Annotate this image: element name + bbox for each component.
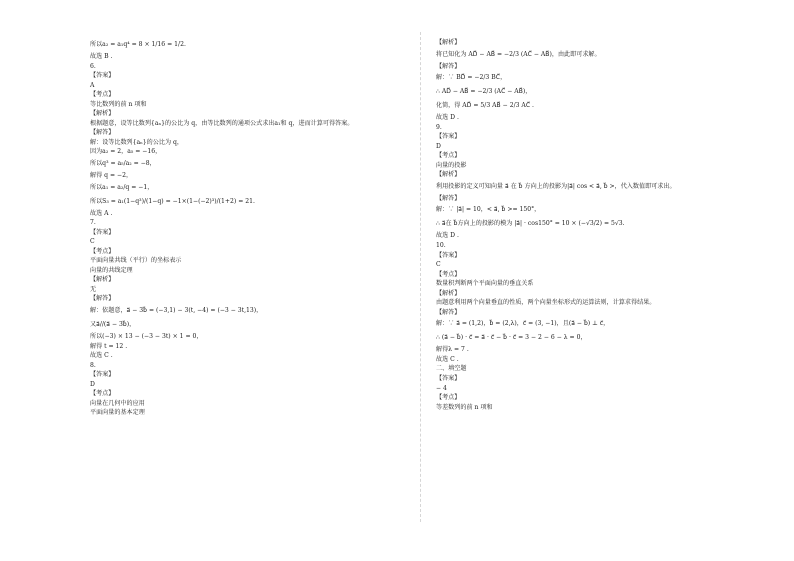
- right-column-line: 【解答】: [436, 194, 461, 202]
- right-column-line: 解得λ = 7 .: [436, 346, 469, 354]
- left-column-line: 因为a₂ = 2，a₅ = −16，: [90, 148, 162, 156]
- left-column-line: 故选 B .: [90, 53, 113, 60]
- right-column-line: 【解答】: [436, 62, 461, 70]
- right-column-line: 故选 D .: [436, 232, 459, 240]
- left-column-line: 所以S₃ = a₁(1−q³)/(1−q) = −1×(1−(−2)³)/(1+2) = 21.: [90, 197, 255, 205]
- right-column-line: D: [436, 142, 441, 150]
- left-column-line: D: [90, 380, 95, 388]
- left-column-line: 故选 A .: [90, 209, 113, 217]
- column-divider: [420, 32, 421, 522]
- right-column-line: 【考点】: [436, 394, 461, 402]
- right-column-line: 【考点】: [436, 152, 461, 160]
- right-column-line: 解：∵ BD⃗ = −2/3 BC⃗，: [436, 74, 507, 82]
- right-column-line: 【解析】: [436, 289, 461, 297]
- right-column-line: 化简，得 AD⃗ = 5/3 AB⃗ − 2/3 AC⃗ .: [436, 102, 534, 110]
- left-column-line: 【答案】: [90, 371, 115, 379]
- left-column-line: 【考点】: [90, 91, 115, 99]
- left-column-line: 根据题意，设等比数列{aₙ}的公比为 q，由等比数列的通项公式求出a₁和 q，进而计算可得答案。: [90, 119, 354, 127]
- right-column-line: ∴ a⃗在 b⃗方向上的投影的模为 |a⃗| · cos150° = 10 × (−√3/2) = 5√3.: [436, 220, 625, 228]
- left-column-line: 所以(−3) × 13 − (−3 − 3t) × 1 = 0，: [90, 333, 203, 341]
- left-column-line: 【解析】: [90, 276, 115, 284]
- right-column-line: C: [436, 261, 441, 269]
- right-column-line: 【解析】: [436, 171, 461, 179]
- right-column-line: 利用投影的定义可知向量 a⃗ 在 b⃗ 方向上的投影为|a⃗| cos < a⃗, b⃗ >，代入数值即可求出。: [436, 182, 676, 190]
- right-column-line: 【答案】: [436, 251, 461, 259]
- left-column-line: 向量的共线定理: [90, 266, 133, 274]
- left-column-line: 所以a₂ = a₁q⁴ = 8 × 1/16 = 1/2.: [90, 41, 186, 48]
- right-column-line: ∴ (a⃗ − b⃗) · c⃗ = a⃗ · c⃗ − b⃗ · c⃗ = 3 − 2 − 6 − λ = 0，: [436, 334, 587, 342]
- left-column-line: 【考点】: [90, 390, 115, 398]
- right-column-line: 【答案】: [436, 133, 461, 141]
- left-column-line: 所以a₁ = a₂/q = −1，: [90, 183, 154, 191]
- right-column-line: 故选 D .: [436, 114, 459, 122]
- right-column: [436, 38, 756, 412]
- right-column-line: 向量的投影: [436, 161, 467, 169]
- left-column-line: 8.: [90, 361, 96, 369]
- left-column-line: 【考点】: [90, 247, 115, 255]
- left-column: [90, 38, 410, 418]
- right-column-line: 【解答】: [436, 308, 461, 316]
- right-column-line: 解：∵ |a⃗| = 10，< a⃗, b⃗ >= 150°，: [436, 206, 541, 214]
- left-column-line: 解：依题意，a⃗ − 3b⃗ = (−3,1) − 3(t, −4) = (−3 − 3t,13)，: [90, 307, 263, 315]
- right-column-line: 9.: [436, 123, 442, 131]
- right-column-line: 由题意利用两个向量垂直的性质，两个向量坐标形式的运算法则，计算求得结果。: [436, 299, 656, 307]
- right-column-line: 二、填空题: [436, 365, 467, 373]
- left-column-line: 解得 q = −2，: [90, 172, 133, 180]
- left-column-line: 平面向量的基本定理: [90, 409, 145, 417]
- left-column-line: 【解析】: [90, 110, 115, 118]
- right-column-line: 故选 C .: [436, 355, 459, 363]
- left-column-line: 【解答】: [90, 295, 115, 303]
- left-column-line: 解：设等比数列{aₙ}的公比为 q，: [90, 138, 183, 146]
- right-column-line: 将已知化为 AD⃗ − AB⃗ = −2/3 (AC⃗ − AB⃗)，由此即可求解。: [436, 50, 601, 58]
- left-column-line: 向量在几何中的应用: [90, 399, 145, 407]
- left-column-line: 【答案】: [90, 228, 115, 236]
- left-column-line: 无: [90, 285, 97, 293]
- right-column-line: 【答案】: [436, 375, 461, 383]
- right-column-line: 数量积判断两个平面向量的垂直关系: [436, 280, 534, 288]
- right-column-line: 【解析】: [436, 39, 461, 46]
- left-column-line: 所以q³ = a₅/a₂ = −8，: [90, 160, 156, 168]
- left-column-line: 平面向量共线（平行）的坐标表示: [90, 257, 182, 265]
- right-column-line: ∴ AD⃗ − AB⃗ = −2/3 (AC⃗ − AB⃗)，: [436, 88, 532, 96]
- left-column-line: 故选 C .: [90, 352, 113, 360]
- left-column-line: 等比数列的前 n 项和: [90, 100, 147, 108]
- left-column-line: 【解答】: [90, 129, 115, 137]
- right-column-line: 【考点】: [436, 270, 461, 278]
- left-column-line: C: [90, 238, 95, 246]
- right-column-line: 等差数列的前 n 项和: [436, 403, 493, 411]
- left-column-line: 解得 t = 12 .: [90, 342, 128, 350]
- left-column-line: A: [90, 81, 95, 89]
- left-column-line: 又a⃗//(a⃗ − 3b⃗)，: [90, 321, 136, 329]
- left-column-line: 7.: [90, 219, 96, 227]
- right-column-line: 10.: [436, 242, 446, 250]
- right-column-line: − 4: [436, 384, 447, 392]
- left-column-line: 【答案】: [90, 72, 115, 80]
- right-column-line: 解：∵ a⃗ = (1,2)，b⃗ = (2,λ)，c⃗ = (3, −1)，且(a⃗ − b⃗) ⊥ c⃗，: [436, 320, 610, 328]
- left-column-line: 6.: [90, 62, 96, 70]
